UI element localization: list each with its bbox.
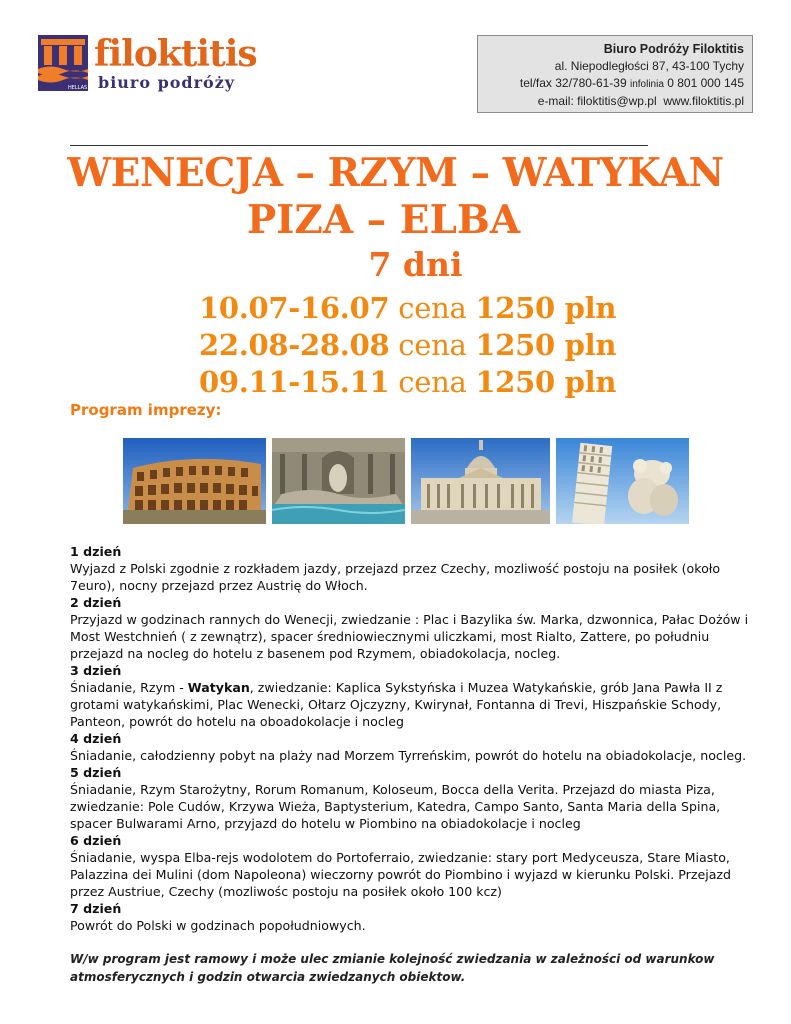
day-text: Wyjazd z Polski zgodnie z rozkładem jazdy, przejazd przez Czechy, mozliwość postoju na posiłek (około 7euro), nocny przejazd przez Austrię do Włoch. — [70, 561, 721, 593]
agency-phone-line — [478, 75, 744, 93]
date-price-line — [199, 365, 616, 399]
hotline-label: infolinia — [629, 79, 664, 90]
logo-name: filoktitis — [94, 33, 257, 75]
agency-name: Biuro Podróży Filoktitis — [603, 42, 744, 56]
program-heading: Program imprezy: — [70, 401, 222, 419]
day-heading: 4 dzień — [70, 731, 122, 746]
disclaimer-note: W/w program jest ramowy i może ulec zmianie kolejność zwiedzania w zależności od warunkow atmosferycznych i godzin otwarcia zwiedzanych obiektow. — [70, 952, 715, 984]
price-value: 1250 pln — [475, 291, 617, 325]
price-label: cena — [398, 365, 467, 399]
trevi-fountain-photo — [272, 438, 405, 524]
leaning-tower-photo — [556, 438, 689, 524]
date-price-line — [199, 328, 616, 362]
trip-duration: 7 dni — [368, 245, 463, 284]
day-text: Przyjazd w godzinach rannych do Wenecji, zwiedzanie : Plac i Bazylika św. Marka, dzwonnica, Pałac Dożów i Most Westchnień ( z zewnątrz), spacer średniowiecznymi uliczkami, most Rialto, Zattere, po południu przejazd na nocleg do hotelu z basenem pod Rzymem, obiadokolacja, nocleg. — [70, 612, 749, 661]
header-divider — [70, 145, 648, 146]
price-value: 1250 pln — [475, 328, 617, 362]
day-text-end: , zwiedzanie: Kaplica Sykstyńska i Muzea Watykańskie, grób Jana Pawła II z grotami watykańskimi, Plac Wenecki, Ołtarz Ojczyzny, Kwirynał, Fontanna di Trevi, Hiszpańskie Schody, Panteon, powrót do hotelu na oboadokolacje i nocleg — [70, 680, 723, 729]
day-text-start: Śniadanie, Rzym - — [70, 680, 188, 695]
day-heading: 7 dzień — [70, 901, 122, 916]
greek-temple-logo-icon — [38, 35, 88, 91]
main-title: WENECJA – RZYM – WATYKAN — [67, 150, 724, 196]
day-heading: 1 dzień — [70, 544, 122, 559]
price-label: cena — [398, 291, 467, 325]
date-range: 10.07-16.07 — [199, 291, 390, 325]
agency-hotline: 0 801 000 145 — [667, 76, 744, 90]
day-text-bold: Watykan — [187, 680, 250, 695]
date-range: 22.08-28.08 — [199, 328, 390, 362]
day-text: Śniadanie, Rzym Starożytny, Rorum Romanum, Koloseum, Bocca della Verita. Przejazd do miasta Piza, zwiedzanie: Pole Cudów, Krzywa Wieża, Baptysterium, Katedra, Campo Santo, Santa Maria della Spina, spacer Bulwarami Arno, przyjazd do hotelu w Piombino na obiadokolacje i nocleg — [70, 782, 721, 831]
photo-strip — [0, 438, 791, 524]
date-range: 09.11-15.11 — [199, 365, 390, 399]
st-peters-basilica-photo — [411, 438, 550, 524]
day-heading: 5 dzień — [70, 765, 122, 780]
logo-subtitle: biuro podróży — [98, 73, 236, 92]
agency-web-line — [478, 93, 744, 110]
svg-text:HELLAS: HELLAS — [68, 85, 88, 91]
agency-phone: tel/fax 32/780-61-39 — [519, 76, 627, 90]
day-text: Powrót do Polski w godzinach popołudniowych. — [70, 918, 366, 933]
day-heading: 2 dzień — [70, 595, 122, 610]
day-heading: 3 dzień — [70, 663, 122, 678]
agency-website[interactable]: www.filoktitis.pl — [663, 94, 744, 108]
agency-contact-box — [477, 35, 753, 113]
agency-email[interactable]: e-mail: filoktitis@wp.pl — [537, 94, 657, 108]
colosseum-photo — [123, 438, 266, 524]
program-list — [70, 543, 760, 934]
price-label: cena — [398, 328, 467, 362]
date-price-line — [199, 291, 616, 325]
company-logo — [38, 33, 257, 97]
price-value: 1250 pln — [475, 365, 617, 399]
day-text: Śniadanie, wyspa Elba-rejs wodolotem do Portoferraio, zwiedzanie: stary port Medyceusza, Stare Miasto, Palazzina dei Mulini (dom Napoleona) wieczorny powrót do Piombino i wyjazd w kierunku Polski. Przejazd przez Austriue, Czechy (mozliwośc postoju na posiłek około 100 kcz) — [70, 850, 732, 899]
main-title-line2: PIZA – ELBA — [246, 197, 521, 243]
agency-address: al. Niepodległości 87, 43-100 Tychy — [554, 59, 744, 73]
day-text — [70, 679, 760, 730]
day-text: Śniadanie, całodzienny pobyt na plaży nad Morzem Tyrreńskim, powrót do hotelu na obiadokolacje, nocleg. — [70, 748, 747, 763]
day-heading: 6 dzień — [70, 833, 122, 848]
